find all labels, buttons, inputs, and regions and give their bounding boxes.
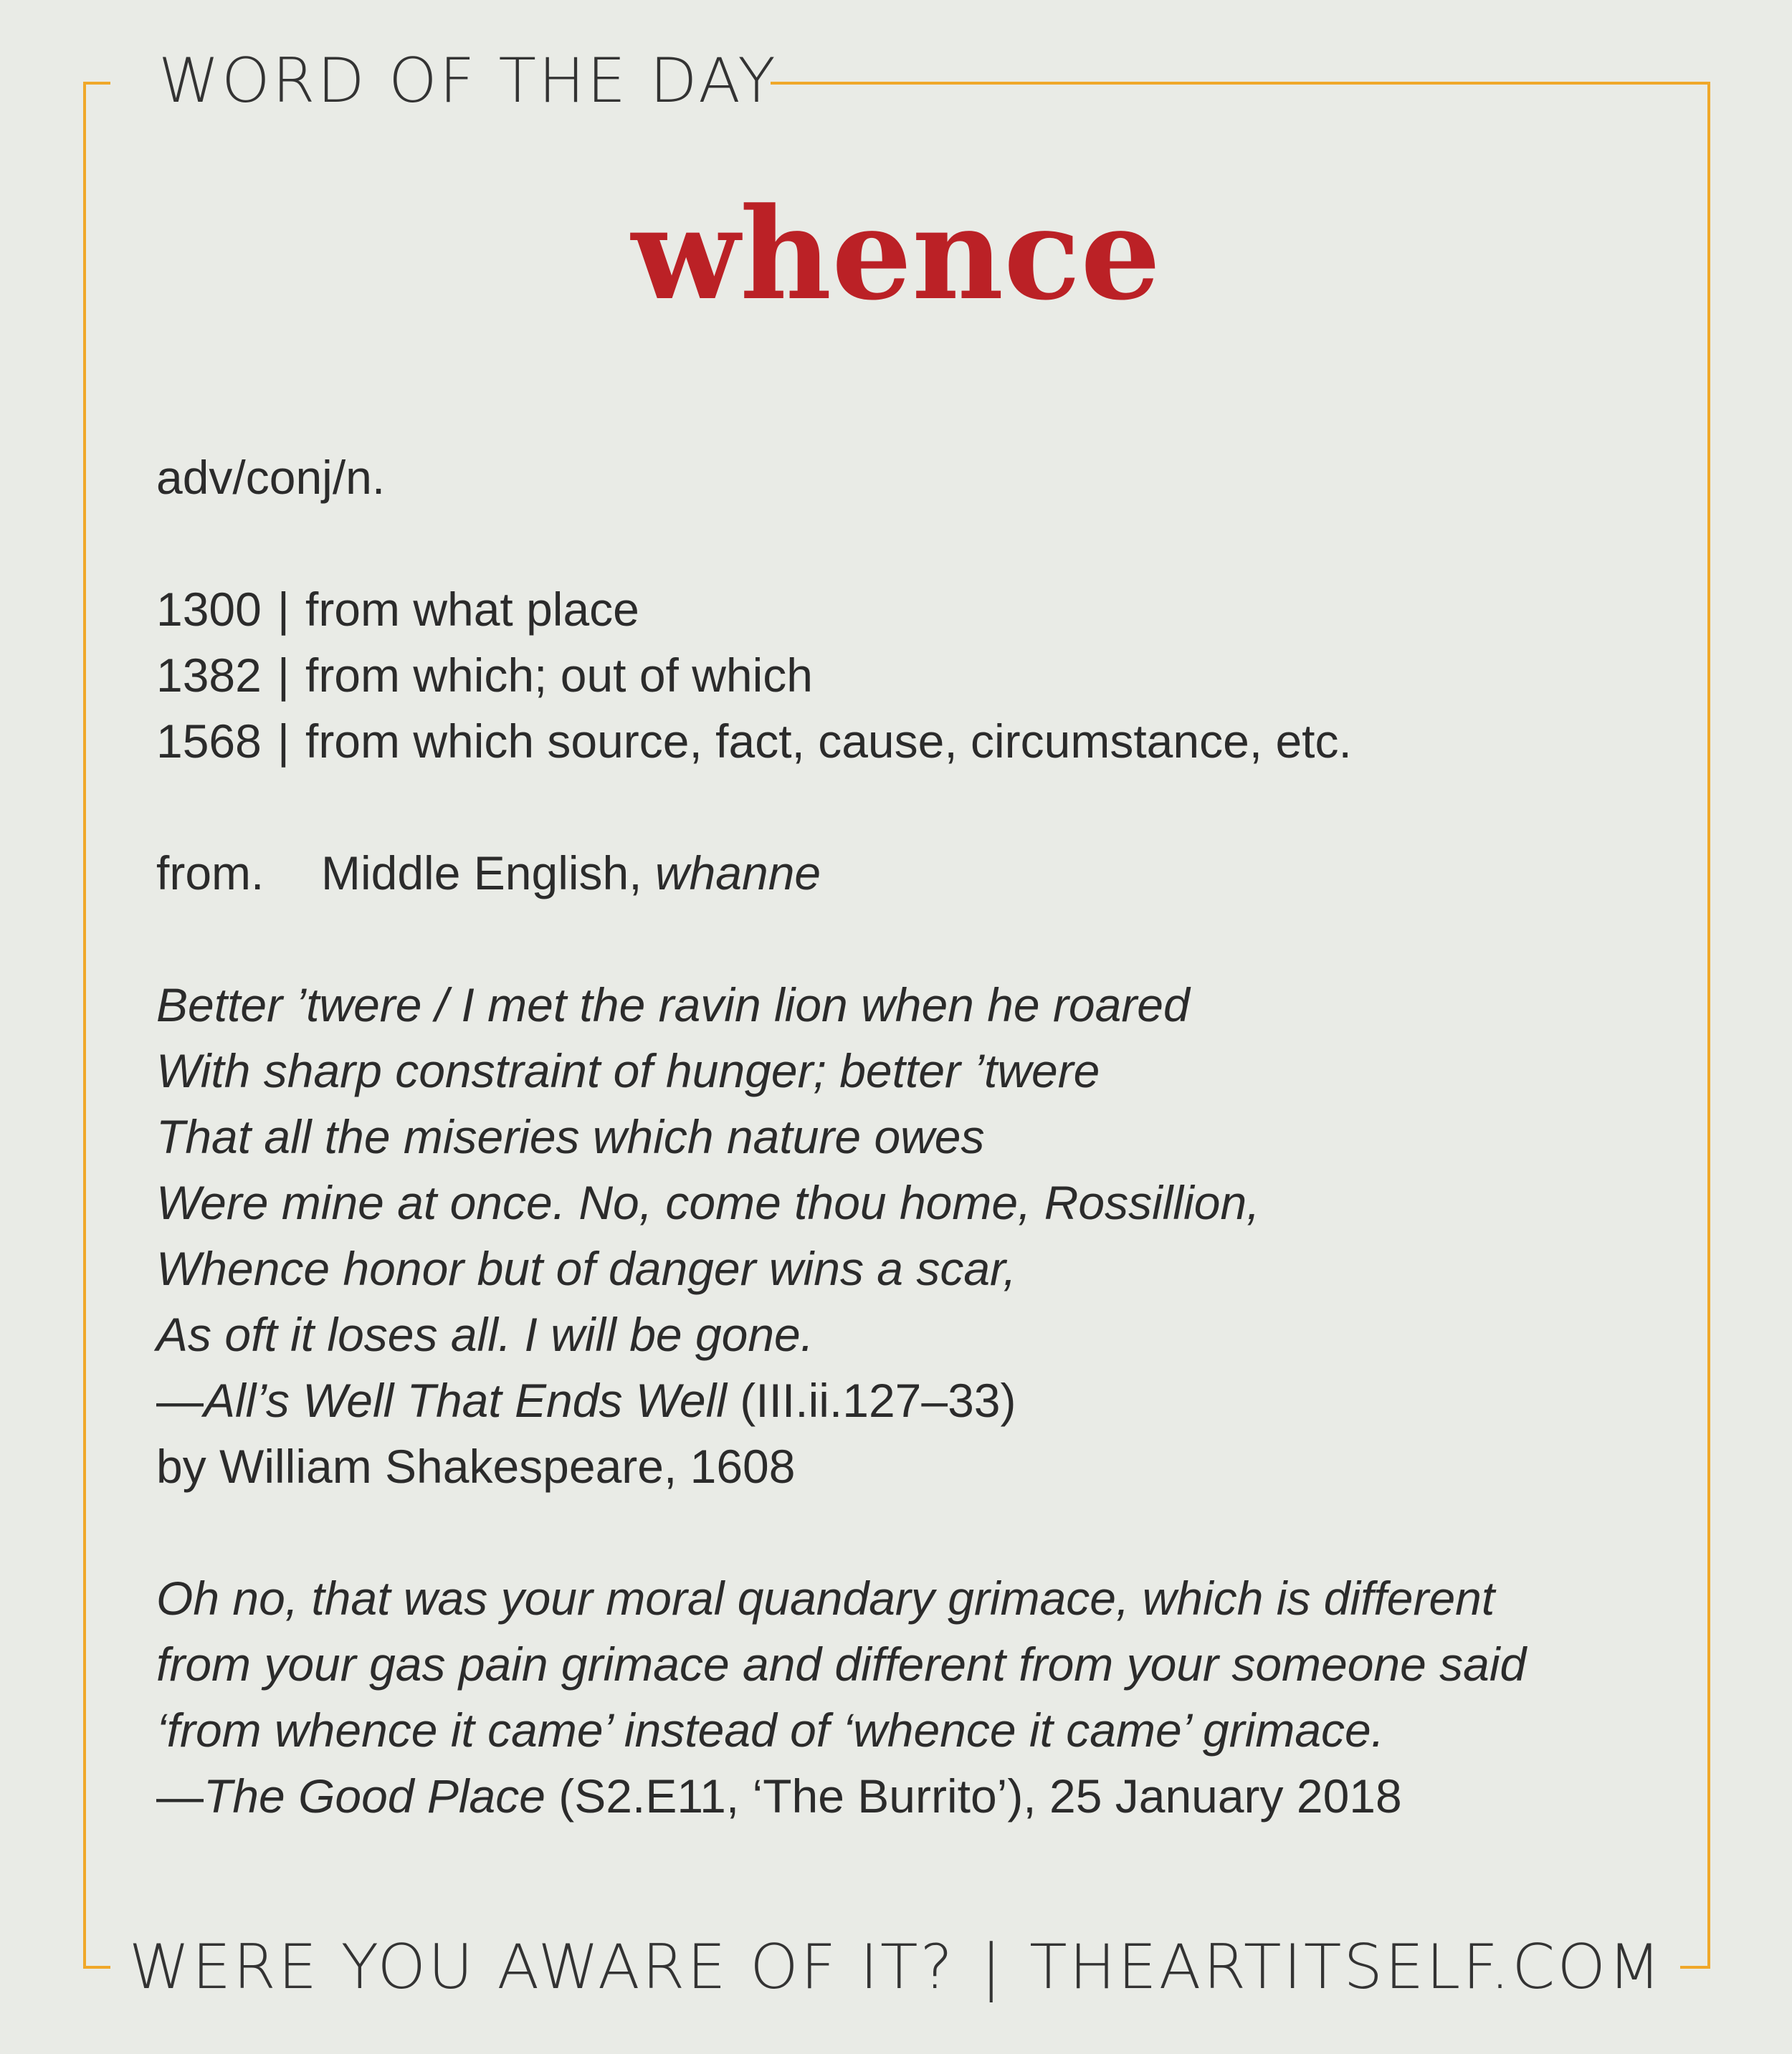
etymology-label: from.: [156, 846, 264, 899]
etymology-source: Middle English,: [321, 846, 642, 899]
quote1-attribution: [156, 1367, 1697, 1433]
sense-definition: from what place: [305, 583, 639, 636]
quote1-line: With sharp constraint of hunger; better ’twere: [156, 1044, 1100, 1097]
attribution-dash: —: [156, 1374, 204, 1427]
frame-right: [1707, 82, 1710, 1969]
quote1-line: Were mine at once. No, come thou home, Rossillion,: [156, 1176, 1260, 1229]
footer-separator: |: [981, 1931, 1004, 2003]
sense-row: [156, 642, 1697, 708]
footer-tagline: WERE YOU AWARE OF IT?: [128, 1931, 955, 2003]
attribution-dash: —: [156, 1769, 204, 1823]
headword: whence: [631, 180, 1161, 328]
footer: [0, 1928, 1792, 2007]
sense-row: [156, 576, 1697, 642]
sense-separator: |: [277, 715, 290, 768]
sense-separator: |: [277, 583, 290, 636]
etymology-original-word: whanne: [654, 846, 821, 899]
frame-top-right: [771, 82, 1710, 85]
quote1-line: As oft it loses all. I will be gone.: [156, 1308, 814, 1361]
frame-left: [83, 82, 86, 1969]
footer-website-link[interactable]: THEARTITSELF.COM: [1029, 1931, 1664, 2003]
sense-row: [156, 708, 1697, 774]
quote1-work-title: All’s Well That Ends Well: [204, 1374, 727, 1427]
sense-definition: from which source, fact, cause, circumstance, etc.: [305, 715, 1352, 768]
sense-year: 1568: [156, 715, 262, 768]
quote1-byline: by William Shakespeare, 1608: [156, 1440, 796, 1493]
sense-separator: |: [277, 649, 290, 702]
part-of-speech: adv/conj/n.: [156, 451, 386, 504]
entry-content: [156, 444, 1697, 1829]
etymology: [156, 840, 1697, 906]
quote1-line: Better ’twere / I met the ravin lion when he roared: [156, 978, 1190, 1031]
quote2-line: from your gas pain grimace and different from your someone said: [156, 1638, 1527, 1691]
quote2-line: ‘from whence it came’ instead of ‘whence it came’ grimace.: [156, 1704, 1385, 1757]
quote2-reference: (S2.E11, ‘The Burrito’), 25 January 2018: [558, 1769, 1402, 1823]
sense-year: 1382: [156, 649, 262, 702]
frame-top-left: [83, 82, 110, 85]
quote2-attribution: [156, 1763, 1697, 1829]
sense-definition: from which; out of which: [305, 649, 813, 702]
quote1-line: Whence honor but of danger wins a scar,: [156, 1242, 1016, 1295]
quote1-reference: (III.ii.127–33): [740, 1374, 1016, 1427]
quote1-line: That all the miseries which nature owes: [156, 1110, 985, 1163]
quote2-work-title: The Good Place: [204, 1769, 545, 1823]
header-title: WORD OF THE DAY: [158, 45, 778, 117]
sense-year: 1300: [156, 583, 262, 636]
quote2-line: Oh no, that was your moral quandary grimace, which is different: [156, 1572, 1495, 1625]
